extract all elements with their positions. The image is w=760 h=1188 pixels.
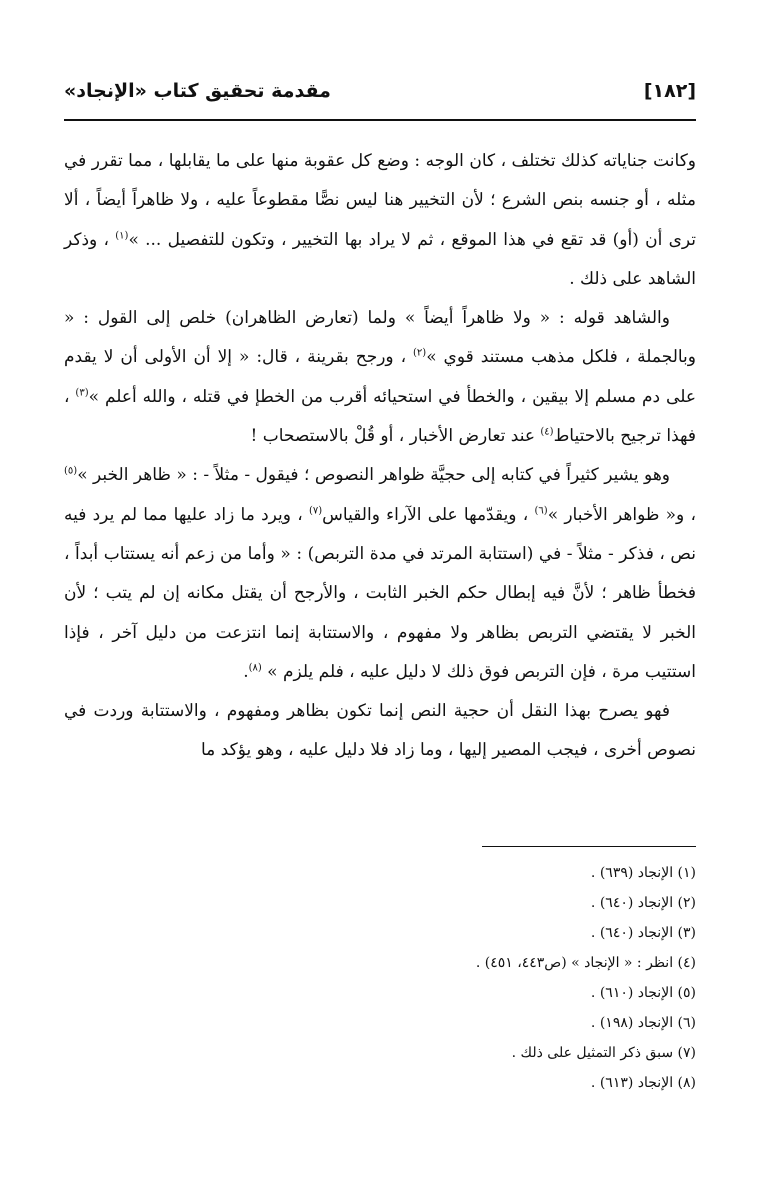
footnote-ref-4: (٤) — [540, 426, 554, 438]
footnote-8: (٨) الإنجاد (٦١٣) . — [590, 1075, 696, 1091]
paragraph-text: وكانت جناياته كذلك تختلف ، كان الوجه : وضع كل عقوبة منها على ما يقابلها ، مما تقرر في مثله ، أو جنسه بنص الشرع ؛ لأن التخيير هنا ليس نصًّا مقطوعاً عليه ، ولا ظاهراً أيضاً ، ألا ترى أن (أو) قد تقع في هذا الموقع ، ثم لا يراد بها التخيير ، وتكون للتفصيل ... » — [64, 151, 696, 250]
body-text — [64, 142, 696, 771]
footnotes — [64, 858, 696, 1098]
paragraph-text: والشاهد قوله : « ولا ظاهراً أيضاً » ولما (تعارض الظاهران) خلص إلى القول : « وبالجملة ، فلكل مذهب مستند قوي » — [64, 308, 696, 368]
footnote-ref-2: (٢) — [413, 347, 427, 359]
footnote-7: (٧) سبق ذكر التمثيل على ذلك . — [511, 1045, 696, 1061]
footnote-rule — [482, 846, 696, 847]
paragraph-text: ، وذكر الشاهد على ذلك . — [64, 229, 696, 289]
paragraph-3 — [64, 456, 696, 692]
footnote-6: (٦) الإنجاد (١٩٨) . — [590, 1015, 696, 1031]
paragraph-4 — [64, 692, 696, 771]
page-number: [١٨٢] — [643, 80, 696, 102]
paragraph-text: وهو يشير كثيراً في كتابه إلى حجيَّة ظواهر النصوص ؛ فيقول - مثلاً - : « ظاهر الخبر » — [77, 465, 670, 486]
paragraph-text: . — [243, 661, 249, 682]
paragraph-text: عند تعارض الأخبار ، أو قُلْ بالاستصحاب ! — [250, 426, 541, 447]
paragraph-2 — [64, 299, 696, 456]
footnote-ref-6: (٦) — [534, 505, 548, 517]
footnote-5: (٥) الإنجاد (٦١٠) . — [590, 985, 696, 1001]
paragraph-1 — [64, 142, 696, 299]
footnote-ref-8: (٨) — [248, 662, 262, 674]
footnote-2: (٢) الإنجاد (٦٤٠) . — [590, 895, 696, 911]
paragraph-text: ، ويقدّمها على الآراء والقياس — [322, 504, 535, 525]
header-rule — [64, 119, 696, 121]
footnote-ref-1: (١) — [115, 229, 129, 241]
running-title: مقدمة تحقيق كتاب «الإنجاد» — [64, 80, 331, 102]
paragraph-text: فهو يصرح بهذا النقل أن حجية النص إنما تكون بظاهر ومفهوم ، والاستتابة وردت في نصوص أخرى ، فيجب المصير إليها ، وما زاد فلا دليل عليه ، وهو يؤكد ما — [64, 701, 696, 761]
footnote-1: (١) الإنجاد (٦٣٩) . — [590, 865, 696, 881]
footnote-4: (٤) انظر : « الإنجاد » (ص٤٤٣، ٤٥١) . — [475, 955, 696, 971]
footnote-ref-7: (٧) — [308, 505, 323, 517]
footnote-ref-3: (٣) — [75, 387, 89, 399]
paragraph-text: ، ورجح بقرينة ، قال: « إلا أن الأولى أن لا يقدم على دم مسلم إلا بيقين ، والخطأ في استحيائه أقرب من الخطإ في قتله ، والله أعلم » — [64, 347, 696, 407]
paragraph-text: ، و« ظواهر الأخبار » — [547, 504, 696, 525]
paragraph-text: ، ويرد ما زاد عليها مما لم يرد فيه نص ، فذكر - مثلاً - في (استتابة المرتد في مدة التربص) : « وأما من زعم أنه يستتاب أبداً ، فخطأ ظاهر ؛ لأنَّ فيه إبطال حكم الخبر الثابت ، والأرجح أن يقتل مكانه إن لم يتب ؛ لأن الخبر لا يقتضي التربص بظاهر ولا مفهوم ، والاستتابة إنما انتزعت من دليل آخر ، فإذا استتيب مرة ، فإن التربص فوق ذلك لا دليل عليه ، فلم يلزم » — [64, 504, 696, 682]
running-header — [64, 76, 696, 106]
paragraph-text: ، فهذا ترجيح بالاحتياط — [64, 386, 696, 447]
footnote-ref-5: (٥) — [64, 465, 78, 477]
footnote-3: (٣) الإنجاد (٦٤٠) . — [590, 925, 696, 941]
